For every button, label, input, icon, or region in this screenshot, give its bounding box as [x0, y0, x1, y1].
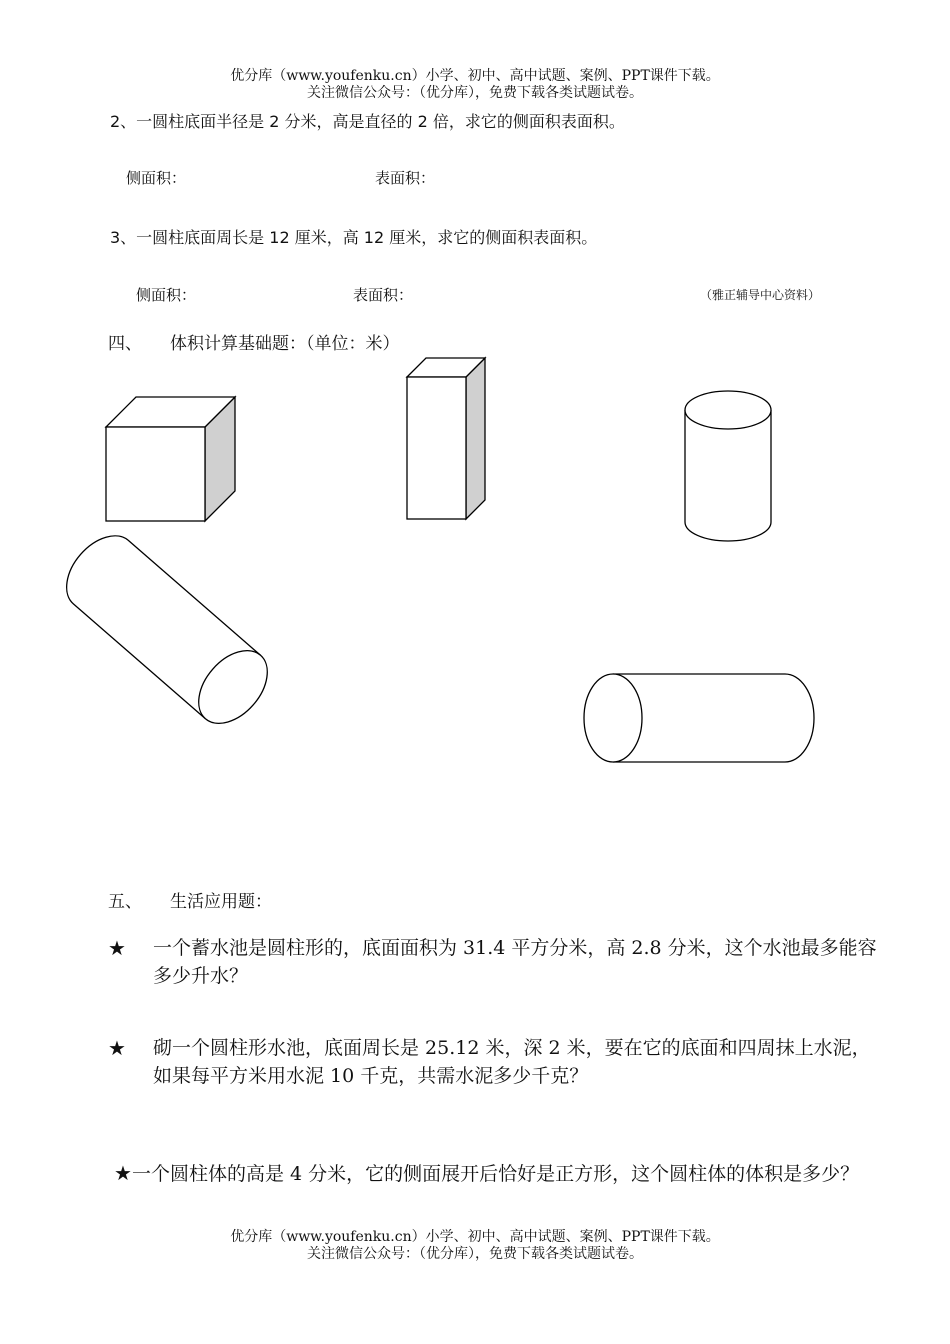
star-bullet-1: ★	[108, 936, 126, 960]
application-problem-1: 一个蓄水池是圆柱形的，底面面积为 31.4 平方分米，高 2.8 分米，这个水池最多能容多少升水？	[153, 937, 877, 987]
footer-line-2: 关注微信公众号：（优分库），免费下载各类试题试卷。	[307, 1246, 643, 1262]
horizontal-cylinder-figure	[578, 668, 823, 770]
section-4-number: 四、	[108, 334, 142, 354]
application-problem-3-text: 一个圆柱体的高是 4 分米，它的侧面展开后恰好是正方形，这个圆柱体的体积是多少？	[131, 1163, 860, 1185]
source-note: （雅正辅导中心资料）	[700, 288, 821, 302]
star-bullet-2: ★	[108, 1036, 126, 1060]
section-5-number: 五、	[108, 892, 142, 912]
application-problem-3	[70, 1159, 885, 1188]
q2-surface-area-label: 表面积：	[375, 169, 436, 187]
header-line-2: 关注微信公众号：（优分库），免费下载各类试题试卷。	[307, 85, 643, 101]
footer-line-1: 优分库（www.youfenku.cn）小学、初中、高中试题、案例、PPT课件下载。	[230, 1229, 720, 1245]
star-bullet-3: ★	[114, 1161, 132, 1185]
section-5-title: 生活应用题：	[170, 892, 272, 912]
q3-surface-area-label: 表面积：	[353, 286, 414, 304]
cube-figure	[100, 390, 245, 530]
q2-lateral-area-label: 侧面积：	[126, 169, 187, 187]
question-2-text: 2、一圆柱底面半径是 2 分米，高是直径的 2 倍，求它的侧面积表面积。	[110, 112, 625, 131]
application-problem-2: 砌一个圆柱形水池，底面周长是 25.12 米，深 2 米，要在它的底面和四周抹上水泥，如果每平方米用水泥 10 千克，共需水泥多少千克？	[153, 1037, 871, 1087]
question-3-text: 3、一圆柱底面周长是 12 厘米，高 12 厘米，求它的侧面积表面积。	[110, 228, 598, 247]
header-line-1: 优分库（www.youfenku.cn）小学、初中、高中试题、案例、PPT课件下载。	[230, 68, 720, 84]
upright-cylinder-figure	[678, 385, 778, 550]
cuboid-figure	[400, 350, 495, 525]
section-4-title: 体积计算基础题：（单位：米）	[170, 334, 400, 354]
tilted-cylinder-figure	[92, 648, 272, 818]
q3-lateral-area-label: 侧面积：	[136, 286, 197, 304]
